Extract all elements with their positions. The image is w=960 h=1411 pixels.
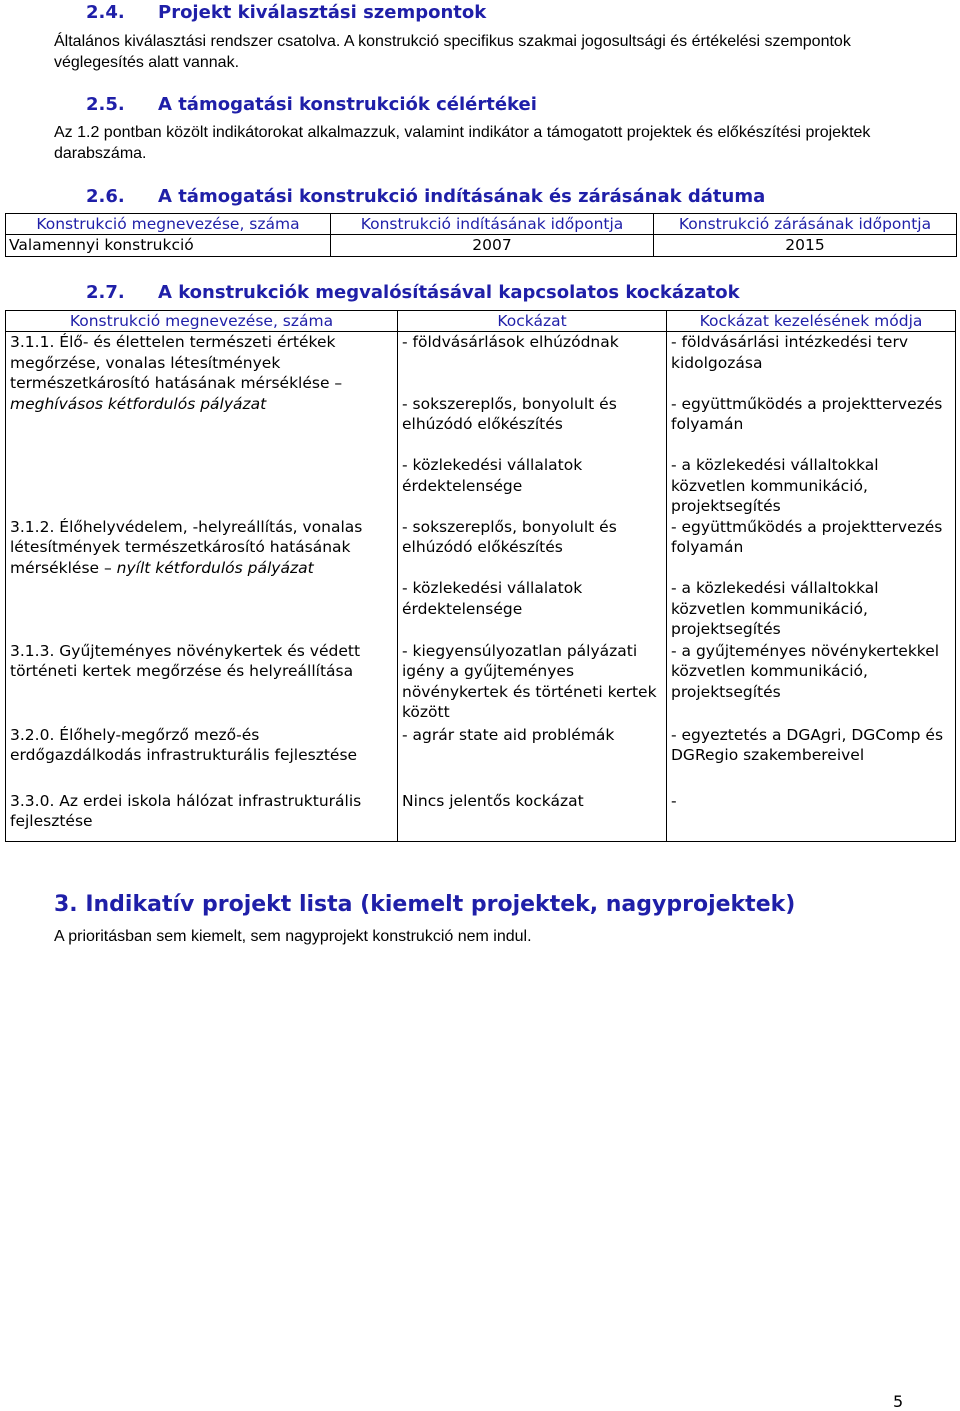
section-number: 2.4. — [86, 2, 125, 23]
table-row — [6, 725, 956, 791]
mitigation-item: - földvásárlási intézkedési terv kidolgozása — [671, 333, 909, 372]
risk-cell — [398, 332, 667, 517]
page-number: 5 — [893, 1392, 904, 1411]
spacer — [402, 373, 662, 394]
mitigation-item: - egyeztetés a DGAgri, DGComp és DGRegio szakembereivel — [671, 725, 944, 764]
risk-item: - sokszereplős, bonyolult és elhúzódó előkészítés — [402, 394, 617, 433]
mitigation-cell — [667, 332, 956, 517]
construction-name-cell — [6, 332, 398, 517]
section-2-4-text: Általános kiválasztási rendszer csatolva. A konstrukció specifikus szakmai jogosultsági és értékelési szempontok véglegesítés alatt vannak. — [54, 33, 851, 71]
risk-item: - közlekedési vállalatok érdektelensége — [402, 579, 583, 618]
table-cell: 2007 — [331, 235, 654, 257]
mitigation-cell — [667, 725, 956, 791]
construction-name-cell — [6, 517, 398, 641]
mitigation-item: - — [671, 791, 677, 810]
section-2-6-heading — [86, 186, 765, 207]
risk-cell — [398, 641, 667, 725]
section-title: A konstrukciók megvalósításával kapcsolatos kockázatok — [158, 282, 740, 303]
table-row — [6, 517, 956, 641]
risk-item: - sokszereplős, bonyolult és elhúzódó előkészítés — [402, 517, 617, 556]
risk-item: Nincs jelentős kockázat — [402, 791, 584, 810]
section-2-7-heading — [86, 282, 740, 303]
mitigation-item: - együttműködés a projekttervezés folyamán — [671, 517, 943, 556]
section-2-5-text: Az 1.2 pontban közölt indikátorokat alkalmazzuk, valamint indikátor a támogatott projektek és előkészítési projektek darabszáma. — [54, 124, 871, 162]
section-title: Projekt kiválasztási szempontok — [158, 2, 487, 23]
risk-item: - földvásárlások elhúzódnak — [402, 333, 619, 351]
mitigation-item: - a közlekedési vállaltokkal közvetlen kommunikáció, projektsegítés — [671, 456, 879, 515]
construction-name-cell — [6, 725, 398, 791]
section-3-heading: 3. Indikatív projekt lista (kiemelt projektek, nagyprojektek) — [54, 892, 796, 917]
section-3-text: A prioritásban sem kiemelt, sem nagyprojekt konstrukció nem indul. — [54, 928, 532, 945]
construction-name: 3.1.2. Élőhelyvédelem, -helyreállítás, vonalas létesítmények természetkárosító hatásának mérséklése – — [10, 517, 363, 577]
table-header-row — [6, 214, 957, 235]
section-title: A támogatási konstrukció indításának és zárásának dátuma — [158, 186, 766, 207]
table-header: Konstrukció megnevezése, száma — [6, 214, 331, 235]
section-number: 2.7. — [86, 282, 125, 303]
risk-item: - agrár state aid problémák — [402, 725, 615, 744]
spacer — [402, 353, 662, 374]
construction-name: 3.1.3. Gyűjteményes növénykertek és védett történeti kertek megőrzése és helyreállítása — [10, 641, 361, 680]
construction-name-italic: meghívásos kétfordulós pályázat — [10, 394, 267, 413]
spacer — [671, 435, 951, 456]
table-header-row — [6, 311, 956, 332]
spacer — [671, 373, 951, 394]
section-number: 2.6. — [86, 186, 125, 207]
table-row — [6, 235, 957, 257]
section-number: 2.5. — [86, 94, 125, 115]
mitigation-cell — [667, 791, 956, 842]
table-header: Kockázat kezelésének módja — [667, 311, 956, 332]
table-header: Konstrukció zárásának időpontja — [654, 214, 957, 235]
section-2-4-heading — [86, 2, 486, 23]
table-cell: Valamennyi konstrukció — [6, 235, 331, 257]
risk-item: - közlekedési vállalatok érdektelensége — [402, 456, 583, 495]
table-row — [6, 791, 956, 842]
mitigation-item: - a közlekedési vállaltokkal közvetlen kommunikáció, projektsegítés — [671, 579, 879, 638]
table-header: Konstrukció indításának időpontja — [331, 214, 654, 235]
section-title: A támogatási konstrukciók célértékei — [158, 94, 537, 115]
table-header: Kockázat — [398, 311, 667, 332]
risk-cell — [398, 725, 667, 791]
table-row — [6, 641, 956, 725]
section-2-5-heading — [86, 94, 537, 115]
construction-name-cell — [6, 641, 398, 725]
risk-cell — [398, 517, 667, 641]
mitigation-cell — [667, 517, 956, 641]
risk-item: - kiegyensúlyozatlan pályázati igény a gyűjteményes növénykertek és történeti kertek között — [402, 641, 657, 721]
risk-table — [5, 310, 956, 842]
spacer — [402, 435, 662, 456]
table-row — [6, 332, 956, 517]
construction-name: 3.1.1. Élő- és élettelen természeti értékek megőrzése, vonalas létesítmények természetkárosító hatásának mérséklése – — [10, 333, 343, 392]
mitigation-item: - együttműködés a projekttervezés folyamán — [671, 394, 943, 433]
spacer — [671, 558, 951, 579]
construction-name-italic: nyílt kétfordulós pályázat — [116, 558, 314, 577]
mitigation-cell — [667, 641, 956, 725]
mitigation-item: - a gyűjteményes növénykertekkel közvetlen kommunikáció, projektsegítés — [671, 641, 940, 701]
construction-name-cell — [6, 791, 398, 842]
table-cell: 2015 — [654, 235, 957, 257]
table-header: Konstrukció megnevezése, száma — [6, 311, 398, 332]
construction-name: 3.3.0. Az erdei iskola hálózat infrastrukturális fejlesztése — [10, 791, 362, 830]
dates-table — [5, 213, 957, 257]
construction-name: 3.2.0. Élőhely-megőrző mező-és erdőgazdálkodás infrastrukturális fejlesztése — [10, 725, 358, 764]
spacer — [402, 558, 662, 579]
risk-cell — [398, 791, 667, 842]
